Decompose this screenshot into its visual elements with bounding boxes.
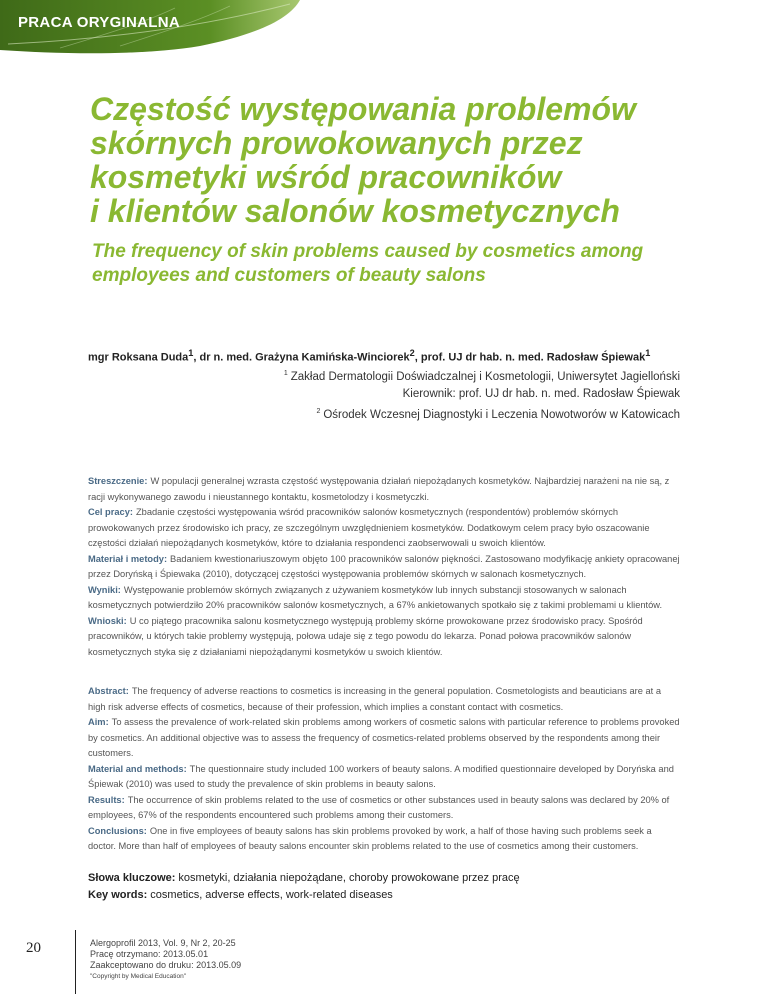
author-affil-sup: 1: [645, 348, 651, 358]
abstract-label: Cel pracy:: [88, 507, 133, 517]
header-band: [0, 0, 768, 56]
title-pl-line: Częstość występowania problemów: [90, 91, 636, 127]
copyright: "Copyright by Medical Education": [90, 973, 187, 980]
footer-info: [90, 938, 241, 982]
accepted-date: Zaakceptowano do druku: 2013.05.09: [90, 960, 242, 970]
abstract-paragraph: [88, 684, 680, 715]
abstract-en: [88, 684, 680, 855]
section-label: PRACA ORYGINALNA: [18, 14, 181, 31]
title-pl-line: i klientów salonów kosmetycznych: [90, 193, 620, 229]
abstract-label: Aim:: [88, 717, 109, 727]
abstract-text: Badaniem kwestionariuszowym objęto 100 pracowników salonów piękności. Zastosowano modyfikację ankiety opracowanej przez Doryńską i Śpiewaka (2010), dotyczącej częstości występowania problemów skórnych w salonach kosmetycznych.: [88, 553, 680, 579]
author-affil-sup: 1: [188, 348, 194, 358]
affiliation-line: [120, 403, 680, 424]
abstract-text: W populacji generalnej wzrasta częstość występowania działań niepożądanych kosmetyków. Najbardziej narażeni na nie są, z racji wykonywanego zawodu i nieustannego kontaktu, kosmetolodzy i kosmetyczki.: [88, 476, 670, 502]
abstract-paragraph: [88, 552, 680, 583]
abstract-text: Występowanie problemów skórnych związanych z używaniem kosmetyków lub innych substancji stosowanych w salonach kosmetycznych potwierdziło 20% pracowników salonów kosmetycznych, a 67% ankietowanych spotkało się z takimi problemami u klientów.: [88, 584, 663, 610]
author-name: dr n. med. Grażyna Kamińska-Winciorek: [199, 351, 410, 364]
abstract-text: Zbadanie częstości występowania wśród pracowników salonów kosmetycznych (respondentów) problemów skórnych prowokowanych przez środowisko ich pracy, ze szczególnym uwzględnieniem kosmetyków. Dodatkowym celem pracy było oszacowanie częstości działań niepożądanych kosmetyków, które to działania respondenci zaobserwowali u swoich klientów.: [88, 507, 650, 548]
keywords-label: Key words:: [88, 889, 148, 901]
page-number: 20: [26, 940, 41, 956]
abstract-label: Abstract:: [88, 686, 129, 696]
abstract-label: Material and methods:: [88, 763, 187, 774]
author-list: mgr Roksana Duda$^1$, dr n. med. Grażyna Kamińska-Winciorek$^2$, prof. UJ dr hab. n. med. Radosław Śpiewak$^1$: [88, 348, 651, 364]
abstract-pl: [88, 474, 680, 660]
abstract-label: Streszczenie:: [88, 476, 148, 486]
abstract-paragraph: [88, 505, 680, 552]
abstract-text: The frequency of adverse reactions to cosmetics is increasing in the general population. Cosmetologists and beauticians are at a high risk adverse effects of cosmetics, because of their profession, which implies a constant contact with cosmetics.: [88, 686, 661, 712]
abstract-paragraph: [88, 762, 680, 793]
footer-divider: [75, 930, 76, 994]
abstract-label: Wnioski:: [88, 615, 127, 626]
article-title-en: [92, 240, 692, 288]
article-title-pl: [90, 92, 710, 228]
affiliation-sup: 2: [316, 407, 321, 415]
title-en-line: employees and customers of beauty salons: [92, 265, 486, 286]
abstract-paragraph: [88, 793, 680, 824]
abstract-label: Results:: [88, 794, 125, 805]
abstract-paragraph: [88, 474, 680, 505]
affiliation-line: Kierownik: prof. UJ dr hab. n. med. Radosław Śpiewak: [402, 387, 680, 400]
author-name: prof. UJ dr hab. n. med. Radosław Śpiewak: [420, 351, 646, 364]
keywords-en: [88, 887, 680, 904]
keywords-pl: [88, 870, 680, 887]
received-date: Pracę otrzymano: 2013.05.01: [90, 949, 209, 959]
abstract-text: The occurrence of skin problems related to the use of cosmetics or other substances used in beauty salons was declared by 20% of employees, 67% of the respondents encountered such problems among their customers.: [88, 794, 670, 820]
abstract-paragraph: [88, 583, 680, 614]
abstract-paragraph: [88, 824, 680, 855]
abstract-text: U co piątego pracownika salonu kosmetycznego występują problemy skórne prowokowane przez środowisko pracy. Spośród pracowników, u których takie problemy występują, połowa udaje się z tego powodu do lekarza. Ponad połowa pracowników salonów kosmetycznych styka się z działaniami niepożądanymi kosmetyków u swoich klientów.: [88, 615, 643, 657]
title-pl-line: skórnych prowokowanych przez: [90, 125, 583, 161]
author-name: mgr Roksana Duda: [88, 351, 189, 364]
journal-citation: Alergoprofil 2013, Vol. 9, Nr 2, 20-25: [90, 938, 236, 948]
keywords: [88, 870, 680, 904]
abstract-label: Conclusions:: [88, 825, 147, 836]
affiliation-text: Zakład Dermatologii Doświadczalnej i Kosmetologii, Uniwersytet Jagielloński: [290, 370, 680, 383]
abstract-text: One in five employees of beauty salons has skin problems provoked by work, a half of those having such problems seek a doctor. More than half of employees of beauty salons encounter skin problems related to the use of cosmetics among their customers.: [88, 825, 652, 851]
keywords-label: Słowa kluczowe:: [88, 872, 176, 884]
abstract-label: Wyniki:: [88, 584, 121, 595]
affiliation-text: Ośrodek Wczesnej Diagnostyki i Leczenia Nowotworów w Katowicach: [323, 408, 680, 421]
title-pl-line: kosmetyki wśród pracowników: [90, 159, 562, 195]
abstract-paragraph: [88, 614, 680, 661]
keywords-text: cosmetics, adverse effects, work-related diseases: [150, 889, 393, 901]
affiliations: [120, 365, 680, 424]
abstract-text: The questionnaire study included 100 workers of beauty salons. A modified questionnaire developed by Doryńska and Śpiewak (2010) was used to study the prevalence of skin problems in beauty salons.: [88, 763, 674, 789]
affiliation-sup: 1: [283, 370, 288, 377]
abstract-label: Materiał i metody:: [88, 553, 168, 564]
author-affil-sup: 2: [409, 348, 415, 358]
affiliation-line: [120, 365, 680, 386]
abstract-paragraph: [88, 715, 680, 762]
title-en-line: The frequency of skin problems caused by cosmetics among: [92, 241, 644, 262]
keywords-text: kosmetyki, działania niepożądane, choroby prowokowane przez pracę: [178, 872, 520, 884]
abstract-text: To assess the prevalence of work-related skin problems among workers of cosmetic salons with particular reference to problems provoked by cosmetics. An additional objective was to assess the frequency of cosmetics-related problems observed by the respondents among their customers.: [88, 717, 680, 758]
